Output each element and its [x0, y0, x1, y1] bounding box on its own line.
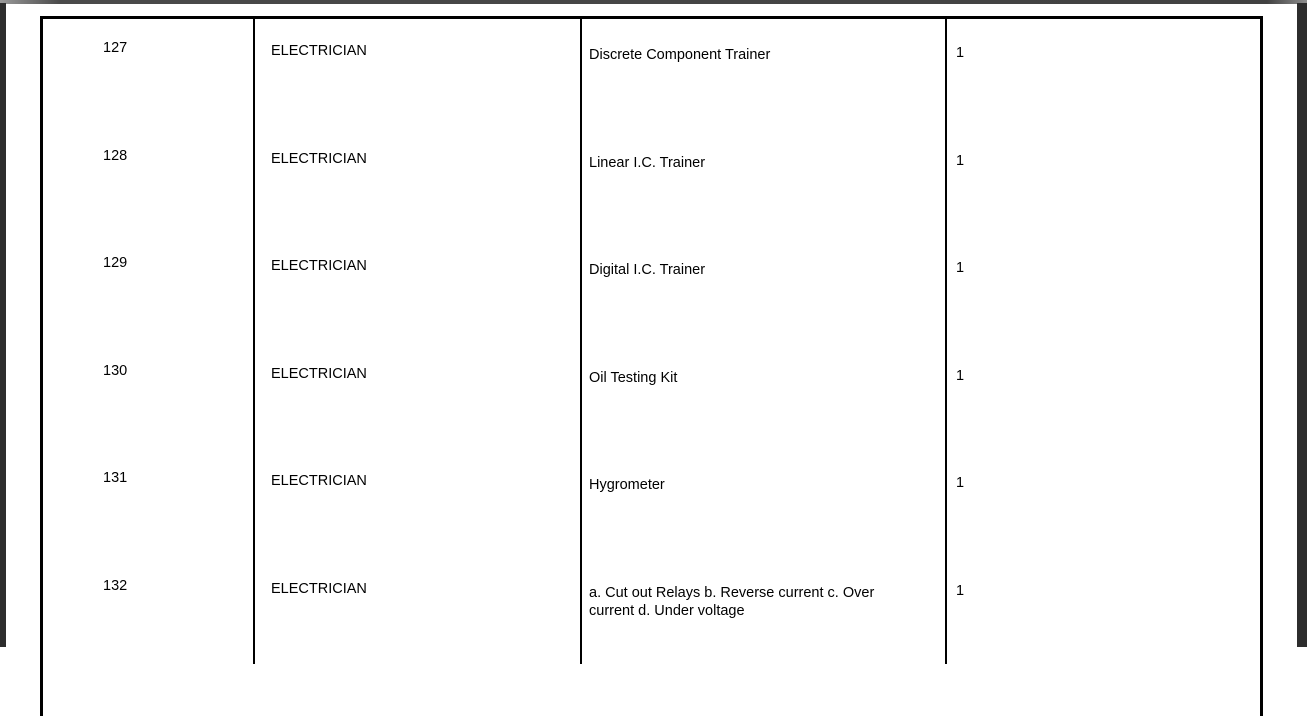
quantity-text: 1 — [956, 367, 965, 384]
cell-serial-number — [43, 449, 255, 557]
trade-text: ELECTRICIAN — [271, 258, 367, 274]
equipment-text: Discrete Component Trainer — [589, 47, 771, 63]
table-row — [43, 449, 1260, 557]
equipment-text: a. Cut out Relays b. Reverse current c. Over current d. Under voltage — [589, 584, 875, 619]
cell-quantity — [947, 127, 1260, 235]
quantity-text: 1 — [956, 152, 965, 169]
quantity-text: 1 — [956, 45, 965, 61]
document-page — [6, 4, 1297, 647]
cell-equipment — [582, 127, 947, 235]
serial-number-text: 128 — [103, 147, 128, 164]
table-row — [43, 557, 1260, 665]
cell-quantity — [947, 449, 1260, 557]
cell-serial-number — [43, 342, 255, 450]
equipment-text: Linear I.C. Trainer — [589, 154, 706, 171]
cell-equipment — [582, 557, 947, 665]
trade-text: ELECTRICIAN — [271, 580, 367, 597]
equipment-text: Hygrometer — [589, 477, 665, 493]
cell-quantity — [947, 234, 1260, 342]
cell-equipment — [582, 342, 947, 450]
cell-trade — [255, 19, 582, 127]
quantity-text: 1 — [956, 260, 965, 276]
table-row — [43, 19, 1260, 127]
trade-text: ELECTRICIAN — [271, 150, 367, 167]
cell-quantity — [947, 19, 1260, 127]
serial-number-text: 132 — [103, 577, 128, 594]
table-row — [43, 234, 1260, 342]
viewer-right-edge — [1297, 3, 1307, 647]
cell-trade — [255, 449, 582, 557]
quantity-text: 1 — [956, 582, 965, 599]
cell-equipment — [582, 19, 947, 127]
equipment-table — [40, 16, 1263, 716]
table-row — [43, 342, 1260, 450]
cell-serial-number — [43, 19, 255, 127]
serial-number-text: 127 — [103, 40, 128, 56]
trade-text: ELECTRICIAN — [271, 43, 367, 59]
cell-serial-number — [43, 127, 255, 235]
equipment-text: Oil Testing Kit — [589, 369, 678, 386]
quantity-text: 1 — [956, 475, 965, 491]
serial-number-text: 131 — [103, 470, 128, 486]
cell-quantity — [947, 557, 1260, 665]
cell-quantity — [947, 342, 1260, 450]
cell-trade — [255, 127, 582, 235]
cell-trade — [255, 234, 582, 342]
cell-equipment — [582, 234, 947, 342]
cell-trade — [255, 557, 582, 665]
table-row — [43, 127, 1260, 235]
cell-serial-number — [43, 557, 255, 665]
cell-serial-number — [43, 234, 255, 342]
equipment-text: Digital I.C. Trainer — [589, 262, 706, 278]
trade-text: ELECTRICIAN — [271, 473, 367, 489]
trade-text: ELECTRICIAN — [271, 365, 367, 382]
cell-equipment — [582, 449, 947, 557]
cell-trade — [255, 342, 582, 450]
serial-number-text: 129 — [103, 255, 128, 271]
serial-number-text: 130 — [103, 362, 128, 379]
